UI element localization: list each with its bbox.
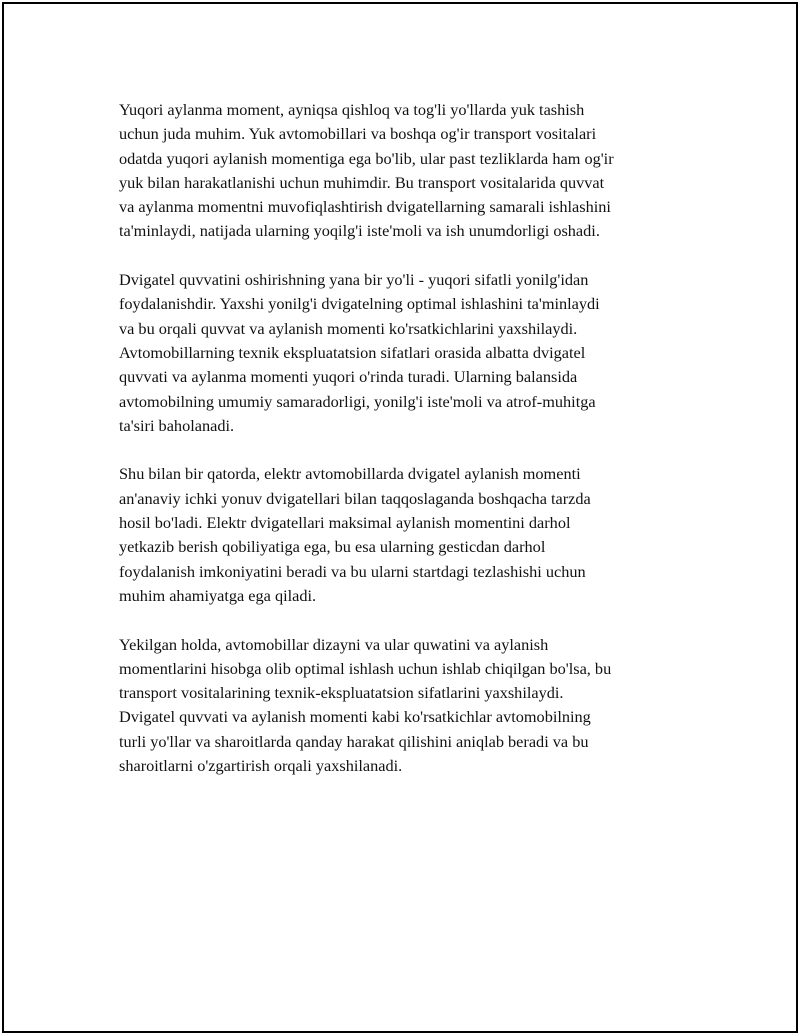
text-line: va bu orqali quvvat va aylanish momenti ko'rsatkichlarini yaxshilaydi. (119, 318, 578, 338)
text-line: foydalanishdir. Yaxshi yonilg'i dvigatelning optimal ishlashini ta'minlaydi (119, 294, 600, 314)
text-line: hosil bo'ladi. Elektr dvigatellari maksimal aylanish momentini darhol (119, 513, 571, 533)
text-line: Yuqori aylanma moment, ayniqsa qishloq va tog'li yo'llarda yuk tashish (119, 100, 585, 119)
text-line: avtomobilning umumiy samaradorligi, yonilg'i iste'moli va atrof-muhitga (119, 391, 596, 411)
text-line: Dvigatel quvvati va aylanish momenti kabi ko'rsatkichlar avtomobilning (119, 707, 591, 727)
paragraph-4 (119, 633, 689, 779)
text-line: Avtomobillarning texnik ekspluatatsion sifatlari orasida albatta dvigatel (119, 342, 586, 362)
text-line: uchun juda muhim. Yuk avtomobillari va boshqa og'ir transport vositalari (119, 124, 597, 144)
text-line: sharoitlarni o'zgartirish orqali yaxshilanadi. (119, 756, 403, 776)
text-line: yetkazib berish qobiliyatiga ega, bu esa ularning gesticdan darhol (119, 537, 546, 557)
document-page (2, 2, 798, 1033)
document-body (119, 98, 689, 803)
text-line: Dvigatel quvvatini oshirishning yana bir yo'li - yuqori sifatli yonilg'idan (119, 270, 589, 290)
text-line: ta'minlaydi, natijada ularning yoqilg'i iste'moli va ish unumdorligi oshadi. (119, 221, 600, 241)
paragraph-2 (119, 268, 689, 438)
text-line: quvvati va aylanma momenti yuqori o'rinda turadi. Ularning balansida (119, 367, 578, 387)
text-line: ta'siri baholanadi. (119, 415, 235, 435)
text-line: momentlarini hisobga olib optimal ishlash uchun ishlab chiqilgan bo'lsa, bu (119, 658, 612, 678)
text-line: Shu bilan bir qatorda, elektr avtomobillarda dvigatel aylanish momenti (119, 464, 581, 484)
text-line: odatda yuqori aylanish momentiga ega bo'lib, ular past tezliklarda ham og'ir (119, 148, 614, 168)
text-line: foydalanish imkoniyatini beradi va bu ularni startdagi tezlashishi uchun (119, 561, 586, 581)
text-line: transport vositalarining texnik-ekspluatatsion sifatlarini yaxshilaydi. (119, 683, 564, 703)
text-line: yuk bilan harakatlanishi uchun muhimdir. Bu transport vositalarida quvvat (119, 172, 605, 192)
text-line: turli yo'llar va sharoitlarda qanday harakat qilishini aniqlab beradi va bu (119, 731, 589, 751)
text-line: Yekilgan holda, avtomobillar dizayni va ular quwatini va aylanish (119, 634, 549, 654)
text-line: va aylanma momentni muvofiqlashtirish dvigatellarning samarali ishlashini (119, 197, 611, 217)
text-line: an'anaviy ichki yonuv dvigatellari bilan taqqoslaganda boshqacha tarzda (119, 488, 591, 508)
paragraph-1 (119, 98, 689, 244)
paragraph-3 (119, 462, 689, 608)
text-line: muhim ahamiyatga ega qiladi. (119, 585, 317, 605)
